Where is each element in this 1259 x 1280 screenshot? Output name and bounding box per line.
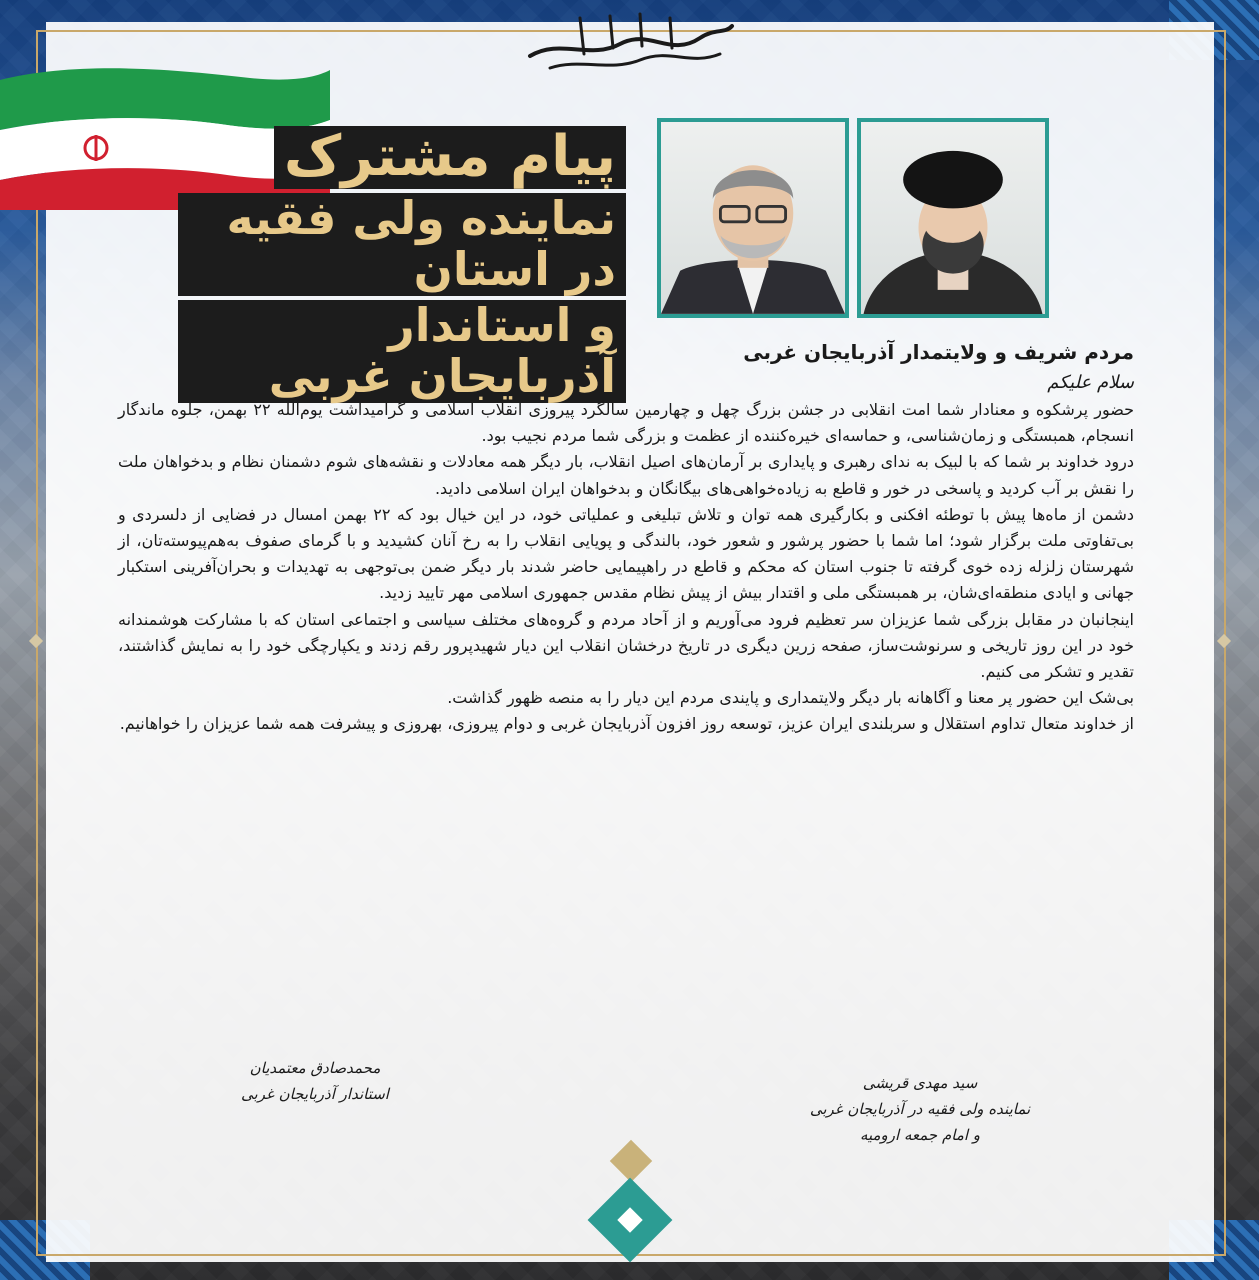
title-line-2: نماینده ولی فقیه در استان [178, 193, 626, 296]
signature-role: استاندار آذربایجان غربی [241, 1085, 389, 1103]
paragraph-4: اینجانبان در مقابل بزرگی شما عزیزان سر تعظیم فرود می‌آوریم و از آحاد مردم و گروه‌های مختلف سیاسی و اجتماعی استان که با مشارکت هوشمندانه خود در این روز تاریخی و سرنوشت‌ساز، صفحه زرین دیگری در تاریخ درخشان انقلاب این دیار شهیدپرور رقم زدند و یکپارچگی خود را به نمایش گذاشتند، تقدیر و تشکر می کنیم. [118, 609, 1134, 682]
signature-governor [225, 1055, 405, 1107]
signature-role: و امام جمعه ارومیه [859, 1126, 981, 1144]
signature-name: محمدصادق معتمدیان [249, 1059, 381, 1077]
signature-representative [790, 1070, 1050, 1148]
letter-body [118, 340, 1134, 738]
signature-role: نماینده ولی فقیه در آذربایجان غربی [809, 1100, 1031, 1118]
paragraph-6: از خداوند متعال تداوم استقلال و سربلندی ایران عزیز، توسعه روز افزون آذربایجان غربی و دوام پیروزی، بهروزی و پیشرفت همه شما عزیزان را خواهانیم. [119, 714, 1134, 734]
portrait-cleric [857, 118, 1049, 318]
title-line-3: و استاندار آذربایجان غربی [178, 300, 626, 403]
title-line-1: پیام مشترک [274, 126, 626, 189]
signature-name: سید مهدی قریشی [862, 1074, 978, 1092]
letter-heading: مردم شریف و ولایتمدار آذربایجان غربی [743, 340, 1134, 364]
paragraph-3: دشمن از ماه‌ها پیش با توطئه افکنی و بکارگیری همه توان و تلاش تبلیغی و عملیاتی خود، در این خیال بود که ۲۲ بهمن امسال در فضایی از دلسردی و بی‌تفاوتی ملت برگزار شود؛ اما شما با حضور پرشور و شعور خود، بالندگی و پویایی انقلاب را به رخ آنان کشیدید و با گرمای صفوف به‌هم‌پیوسته‌تان، از شهرستان زلزله زده خوی گرفته تا جنوب استان که محکم و قاطع در راهپیمایی حاضر شدند بار دیگر ضمن بی‌توجهی به تهدیدات و بحران‌آفرینی استکبار جهانی و ایادی منطقه‌ای‌شان، بر همبستگی ملی و اقتدار بیش از پیش نظام مقدس جمهوری اسلامی مهر تایید زدید. [118, 504, 1134, 603]
portrait-governor [657, 118, 849, 318]
paragraph-5: بی‌شک این حضور پر معنا و آگاهانه بار دیگر ولایتمداری و پایندی مردم این دیار را به منصه ظهور گذاشت. [447, 688, 1134, 708]
paragraph-2: درود خداوند بر شما که با لبیک به ندای رهبری و پایداری بر آرمان‌های اصیل انقلاب، بار دیگر همه معادلات و نقشه‌های شوم دشمنان نظام و بدخواهان ملت را نقش بر آب کردید و پاسخی در خور و قاطع به زیاده‌خواهی‌های بیگانگان و بدخواهان ایران اسلامی دادید. [118, 452, 1134, 498]
bismillah-calligraphy [520, 8, 740, 80]
salutation: سلام علیکم [1047, 372, 1134, 393]
paragraph-1: حضور پرشکوه و معنادار شما امت انقلابی در جشن بزرگ چهل و چهارمین سالگرد پیروزی انقلاب اسلامی و گرامیداشت یوم‌الله ۲۲ بهمن، جلوه ماندگار انسجام، همبستگی و زمان‌شناسی، و حماسه‌ای خیره‌کننده از عظمت و بزرگی شما مردم نجیب بود. [118, 400, 1135, 446]
